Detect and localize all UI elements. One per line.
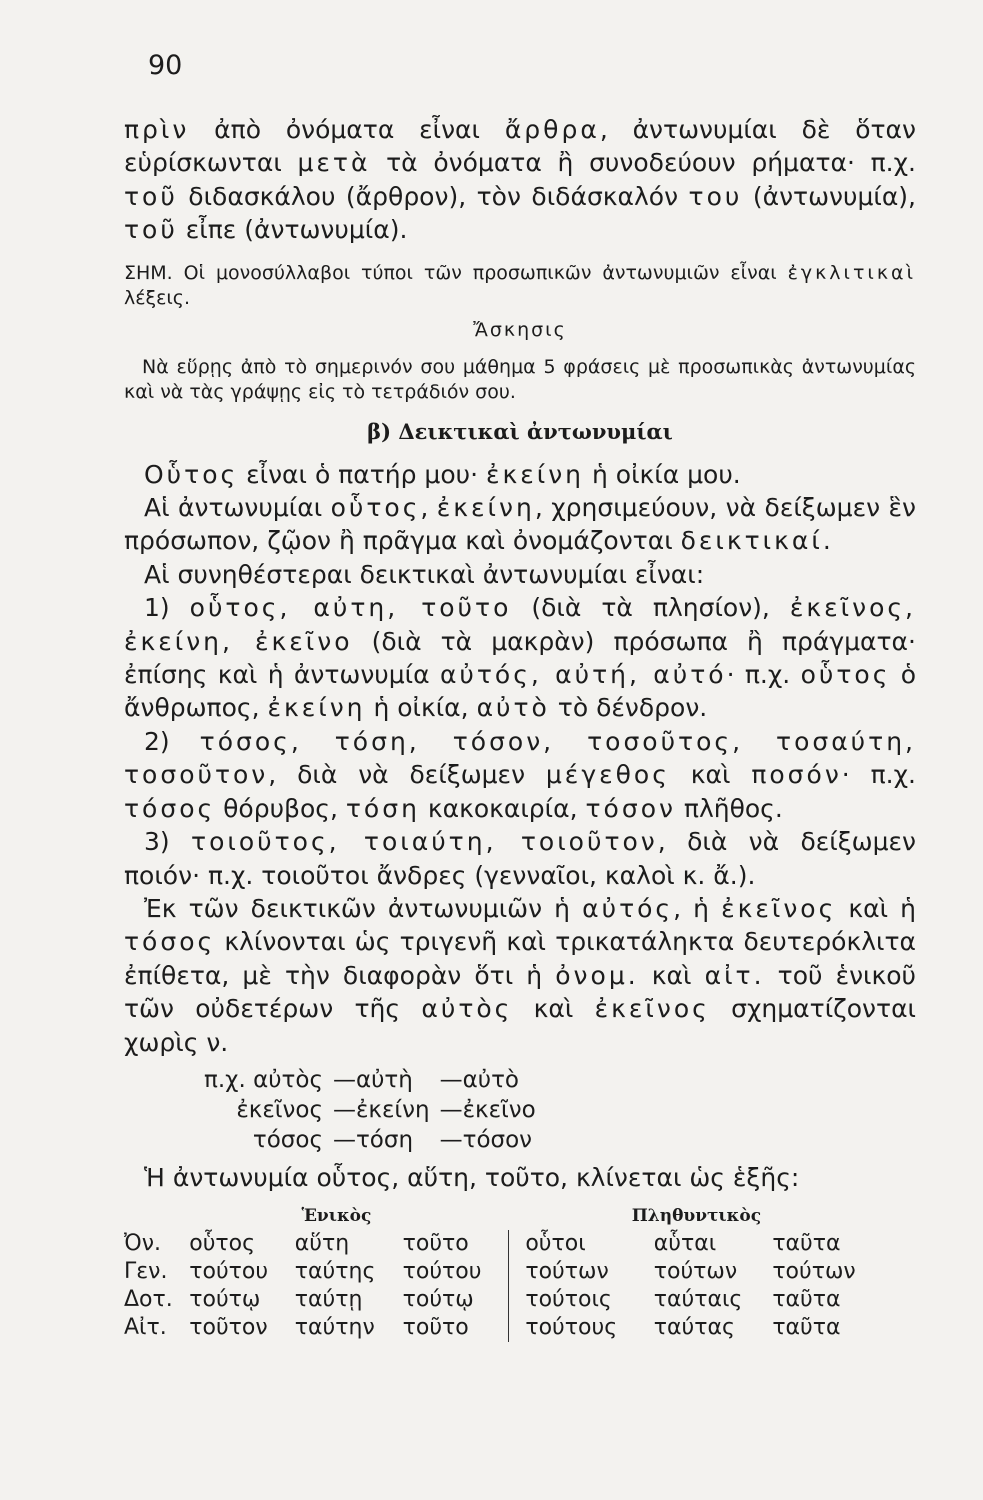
- form-cell: τούτου: [402, 1259, 482, 1285]
- paragraph-example: [124, 458, 916, 491]
- example-cell: —αὐτὴ: [332, 1066, 413, 1093]
- singular-heading: Ἑνικὸς: [301, 1206, 372, 1227]
- spaced-word: τόσος, τόση, τόσον, τοσοῦτος, τοσαύτη, τοσοῦτον: [124, 726, 916, 790]
- declension-header-row: [124, 1202, 884, 1230]
- form-cell: τούτων: [772, 1259, 856, 1285]
- form-cell: τοῦτον: [189, 1315, 268, 1341]
- text-run: · π.χ.: [726, 660, 801, 690]
- spaced-word: αὐτὸς: [421, 994, 513, 1024]
- text-run: , ἀντωνυμίαι δὲ ὅταν εὑρίσκωνται: [124, 115, 916, 178]
- spaced-word: αἰτ.: [704, 960, 765, 990]
- text-run: 1): [144, 593, 190, 623]
- spaced-word: ἐκείνη: [486, 459, 585, 489]
- examples-row: [204, 1065, 546, 1095]
- text-run: ἡ οἰκία μου.: [584, 459, 741, 489]
- text-block: [124, 113, 916, 1342]
- text-run: σχηματίζονται χωρὶς ν.: [124, 994, 917, 1057]
- spaced-word: ἐγκλιτικαὶ: [787, 261, 916, 284]
- spaced-word: δεικτικαί: [680, 526, 823, 556]
- spaced-word: τοῦ: [124, 215, 178, 245]
- text-run: , χρησιμεύουν, νὰ δείξωμεν ἓν πρόσωπον, ζῷον ἢ πρᾶγμα καὶ ὀνομάζονται: [124, 493, 916, 556]
- examples-row: [204, 1125, 546, 1155]
- spaced-word: Οὗτος: [144, 459, 239, 489]
- text-run: (ἀντωνυμία),: [742, 181, 916, 211]
- text-run: καὶ ἡ: [836, 893, 916, 923]
- text-run: 2): [144, 726, 200, 756]
- declension-row: [124, 1230, 884, 1258]
- spaced-word: ἐκεῖνος, ἐκείνη, ἐκεῖνο: [124, 593, 916, 656]
- form-cell: τούτῳ: [402, 1287, 474, 1313]
- text-run: Αἱ ἀντωνυμίαι: [144, 493, 331, 523]
- text-run: εἶπε (ἀντωνυμία).: [177, 215, 408, 245]
- spaced-word: ὀνομ.: [555, 960, 639, 990]
- example-cell: π.χ. αὐτὸς: [204, 1066, 323, 1093]
- text-run: διδασκάλου (ἄρθρον), τὸν διδάσκαλόν: [177, 181, 689, 211]
- spaced-word: ποσόν: [751, 760, 842, 790]
- text-run: κακοκαιρία,: [419, 793, 586, 823]
- text-run: , διὰ νὰ δείξωμεν: [268, 760, 546, 790]
- text-run: τὰ ὀνόματα ἢ συνοδεύουν ρήματα· π.χ.: [370, 148, 916, 178]
- form-cell: αὕτη: [294, 1231, 350, 1257]
- list-item-2: [124, 725, 916, 825]
- text-run: κλίνονται ὡς τριγενῆ καὶ τρικατάληκτα δευτερόκλιτα ἐπίθετα, μὲ τὴν διαφορὰν ὅτι ἡ: [124, 927, 916, 990]
- declension-row: [124, 1286, 884, 1314]
- form-cell: ταύτης: [294, 1259, 376, 1285]
- text-run: 3): [144, 827, 192, 857]
- text-run: ἡ οἰκία,: [365, 693, 477, 723]
- page-number: 90: [148, 50, 183, 81]
- exercise-heading: Ἄσκησις: [473, 318, 567, 341]
- case-label: Αἰτ.: [124, 1315, 167, 1341]
- spaced-word: μετὰ: [297, 148, 371, 178]
- text-run: Ἐκ τῶν δεικτικῶν ἀντωνυμιῶν ἡ: [144, 893, 583, 923]
- text-run: · π.χ.: [841, 760, 916, 790]
- spaced-word: αὐτὸ: [476, 693, 550, 723]
- form-cell: τούτου: [189, 1259, 269, 1285]
- section-heading: β) Δεικτικαὶ ἀντωνυμίαι: [367, 418, 673, 444]
- spaced-word: ἄρθρα: [504, 115, 600, 144]
- form-cell: τούτων: [509, 1258, 654, 1286]
- spaced-word: αὐτός: [582, 893, 674, 923]
- spaced-word: τόσος: [124, 927, 216, 957]
- list-item-1: [124, 591, 916, 725]
- spaced-word: ἐκεῖνος: [594, 994, 710, 1024]
- form-cell: ταῦτα: [772, 1287, 841, 1313]
- plural-heading: Πληθυντικὸς: [631, 1206, 762, 1227]
- spaced-word: τόσος: [124, 793, 216, 823]
- text-run: καὶ: [512, 994, 595, 1024]
- example-cell: —τόση: [332, 1126, 414, 1153]
- spaced-word: αὐτός, αὐτή, αὐτό: [439, 660, 727, 690]
- example-cell: —αὐτὸ: [439, 1066, 519, 1093]
- form-cell: οὗτοι: [509, 1230, 654, 1258]
- spaced-word: οὗτος: [330, 493, 421, 523]
- text-run: ἀπὸ ὀνόματα εἶναι: [189, 115, 505, 144]
- text-run: πλῆθος.: [675, 793, 783, 823]
- form-cell: αὗται: [653, 1231, 717, 1257]
- paragraph-declension-intro: Ἡ ἀντωνυμία οὗτος, αὕτη, τοῦτο, κλίνεται ὡς ἑξῆς:: [144, 1162, 800, 1192]
- example-cell: τόσος: [252, 1126, 323, 1153]
- text-run: (διὰ τὰ μακρὰν) πρόσωπα ἢ πράγματα· ἐπίσης καὶ ἡ ἀντωνυμία: [124, 626, 916, 690]
- paragraph-intro: [124, 113, 916, 247]
- list-item-3: [124, 825, 916, 892]
- spaced-word: ἐκείνη: [267, 693, 366, 723]
- spaced-word: τόσον: [585, 793, 676, 823]
- form-cell: ταύτην: [294, 1315, 375, 1341]
- spaced-word: ἐκείνη: [436, 493, 535, 523]
- paragraph-declension-note: [124, 892, 916, 1059]
- spaced-word: οὗτος, αὐτη, τοῦτο: [189, 593, 512, 623]
- text-run: ὁ ἄνθρωπος,: [124, 660, 916, 723]
- form-cell: τοῦτο: [402, 1231, 469, 1257]
- form-cell: οὗτος: [189, 1231, 256, 1257]
- paragraph-definition: [124, 491, 916, 558]
- text-run: τοῦ ἑνικοῦ τῶν οὐδετέρων τῆς: [124, 960, 917, 1024]
- spaced-word: πρὶν: [124, 115, 190, 144]
- spaced-word: ἐκεῖνος: [721, 893, 837, 923]
- form-cell: ταύτῃ: [294, 1287, 363, 1313]
- form-cell: τούτων: [653, 1259, 738, 1285]
- text-run: εἶναι ὁ πατήρ μου·: [238, 459, 486, 489]
- exercise-text: Νὰ εὕρῃς ἀπὸ τὸ σημερινόν σου μάθημα 5 φράσεις μὲ προσωπικὰς ἀντωνυμίας καὶ νὰ τὰς γράψῃς εἰς τὸ τετράδιόν σου.: [124, 355, 916, 403]
- text-run: ΣΗΜ. Οἱ μονοσύλλαβοι τύποι τῶν προσωπικῶν ἀντωνυμιῶν εἶναι: [124, 261, 788, 284]
- form-cell: ταύταις: [653, 1287, 743, 1313]
- paragraph-common: Αἱ συνηθέστεραι δεικτικαὶ ἀντωνυμίαι εἶναι:: [144, 559, 705, 589]
- text-run: καὶ: [669, 760, 752, 790]
- spaced-word: οὗτος: [800, 660, 891, 690]
- spaced-word: μέγεθος: [545, 760, 670, 790]
- example-cell: —ἐκείνη: [332, 1096, 430, 1123]
- declension-table: [124, 1202, 884, 1342]
- text-run: τὸ δένδρον.: [549, 693, 708, 723]
- declension-row: [124, 1314, 884, 1342]
- form-cell: τοῦτο: [402, 1315, 469, 1341]
- spaced-word: τοιοῦτος, τοιαύτη, τοιοῦτον: [191, 827, 658, 857]
- spaced-word: τοῦ: [124, 181, 178, 211]
- text-run: λέξεις.: [124, 286, 190, 309]
- form-cell: τούτους: [509, 1314, 654, 1342]
- spaced-word: τόση: [345, 793, 420, 823]
- form-cell: τούτῳ: [189, 1287, 261, 1313]
- case-label: Γεν.: [124, 1259, 168, 1285]
- text-run: , ἡ: [673, 893, 722, 923]
- case-label: Δοτ.: [124, 1287, 173, 1313]
- form-cell: ταῦτα: [772, 1231, 841, 1257]
- form-cell: ταύτας: [653, 1315, 735, 1341]
- examples-table: [204, 1065, 546, 1155]
- text-run: καὶ: [638, 960, 705, 990]
- spaced-word: του: [688, 181, 743, 211]
- examples-row: [204, 1095, 546, 1125]
- example-cell: —τόσον: [439, 1126, 533, 1153]
- text-run: ,: [420, 493, 437, 523]
- example-cell: —ἐκεῖνο: [439, 1096, 536, 1123]
- form-cell: τούτοις: [509, 1286, 654, 1314]
- declension-row: [124, 1258, 884, 1286]
- case-label: Ὀν.: [124, 1231, 161, 1257]
- text-run: .: [822, 526, 831, 556]
- text-run: θόρυβος,: [215, 793, 346, 823]
- form-cell: ταῦτα: [772, 1315, 841, 1341]
- note-paragraph: [124, 261, 916, 311]
- text-run: , διὰ νὰ δείξωμεν ποιόν· π.χ. τοιοῦτοι ἄνδρες (γενναῖοι, καλοὶ κ. ἄ.).: [124, 827, 917, 890]
- example-cell: ἐκεῖνος: [236, 1096, 323, 1123]
- text-run: (διὰ τὰ πλησίον),: [511, 593, 790, 623]
